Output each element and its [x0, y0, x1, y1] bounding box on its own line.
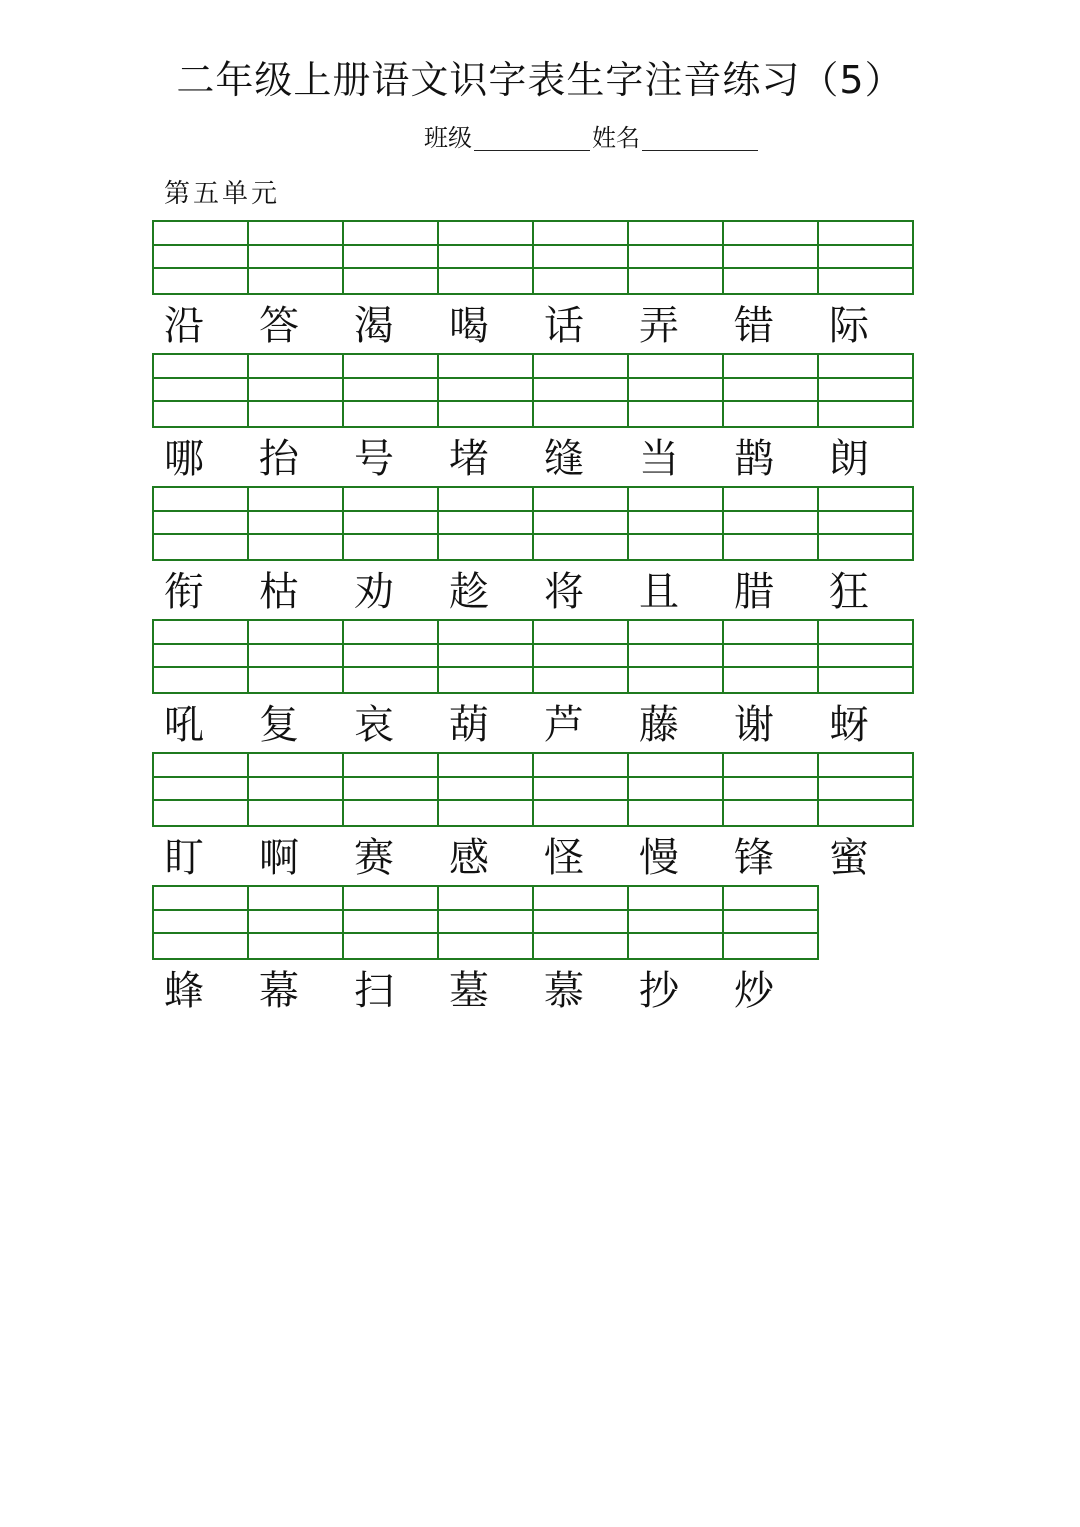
chinese-character: 蜜: [829, 835, 869, 881]
chinese-character: 感: [449, 835, 489, 881]
pinyin-writing-cell[interactable]: [722, 353, 819, 428]
chinese-character: 喝: [449, 303, 489, 349]
pinyin-writing-cell[interactable]: [627, 353, 724, 428]
chinese-character: 缝: [544, 436, 584, 482]
pinyin-writing-cell[interactable]: [817, 353, 914, 428]
chinese-character: 慢: [639, 835, 679, 881]
pinyin-writing-cell[interactable]: [342, 486, 439, 561]
chinese-character: 墓: [449, 968, 489, 1014]
pinyin-writing-cell[interactable]: [247, 752, 344, 827]
pinyin-writing-cell[interactable]: [152, 619, 249, 694]
pinyin-writing-cell[interactable]: [152, 752, 249, 827]
chinese-character: 葫: [449, 702, 489, 748]
chinese-character: 朗: [829, 436, 869, 482]
pinyin-writing-cell[interactable]: [817, 220, 914, 295]
pinyin-writing-cell[interactable]: [627, 752, 724, 827]
pinyin-writing-cell[interactable]: [152, 486, 249, 561]
chinese-character: 弄: [639, 303, 679, 349]
practice-row: [152, 752, 912, 885]
pinyin-writing-cell[interactable]: [152, 353, 249, 428]
pinyin-writing-cell[interactable]: [532, 353, 629, 428]
pinyin-writing-cell[interactable]: [247, 486, 344, 561]
worksheet-title: 二年级上册语文识字表生字注音练习（5）: [176, 58, 904, 102]
chinese-character: 沿: [164, 303, 204, 349]
chinese-character: 吼: [164, 702, 204, 748]
chinese-character: 芦: [544, 702, 584, 748]
chinese-character: 谢: [734, 702, 774, 748]
pinyin-writing-cell[interactable]: [722, 885, 819, 960]
pinyin-writing-cell[interactable]: [722, 486, 819, 561]
pinyin-writing-cell[interactable]: [817, 619, 914, 694]
chinese-character: 号: [354, 436, 394, 482]
chinese-character: 赛: [354, 835, 394, 881]
pinyin-writing-cell[interactable]: [437, 619, 534, 694]
chinese-character: 蚜: [829, 702, 869, 748]
name-blank[interactable]: [642, 120, 758, 151]
chinese-character: 枯: [259, 569, 299, 615]
chinese-character: 腊: [734, 569, 774, 615]
chinese-character: 衔: [164, 569, 204, 615]
pinyin-writing-cell[interactable]: [437, 885, 534, 960]
character-row: [152, 432, 912, 486]
unit-label: 第五单元: [164, 179, 281, 209]
chinese-character: 际: [829, 303, 869, 349]
pinyin-writing-cell[interactable]: [532, 885, 629, 960]
pinyin-writing-cell[interactable]: [722, 619, 819, 694]
pinyin-grid: [152, 885, 817, 960]
character-row: [152, 299, 912, 353]
chinese-character: 幕: [259, 968, 299, 1014]
pinyin-writing-cell[interactable]: [342, 220, 439, 295]
character-row: [152, 831, 912, 885]
chinese-character: 鹊: [734, 436, 774, 482]
character-row: [152, 964, 817, 1018]
pinyin-writing-cell[interactable]: [627, 885, 724, 960]
pinyin-writing-cell[interactable]: [532, 752, 629, 827]
chinese-character: 狂: [829, 569, 869, 615]
chinese-character: 蜂: [164, 968, 204, 1014]
pinyin-writing-cell[interactable]: [152, 885, 249, 960]
chinese-character: 哀: [354, 702, 394, 748]
class-label: 班级: [424, 124, 472, 152]
practice-row: [152, 486, 912, 619]
chinese-character: 当: [639, 436, 679, 482]
pinyin-writing-cell[interactable]: [532, 619, 629, 694]
practice-row: [152, 885, 817, 1018]
chinese-character: 怪: [544, 835, 584, 881]
name-label: 姓名: [592, 124, 640, 152]
chinese-character: 炒: [734, 968, 774, 1014]
pinyin-writing-cell[interactable]: [437, 486, 534, 561]
chinese-character: 将: [544, 569, 584, 615]
pinyin-writing-cell[interactable]: [247, 220, 344, 295]
pinyin-writing-cell[interactable]: [437, 752, 534, 827]
pinyin-writing-cell[interactable]: [342, 885, 439, 960]
character-row: [152, 698, 912, 752]
chinese-character: 藤: [639, 702, 679, 748]
pinyin-grid: [152, 619, 912, 694]
pinyin-writing-cell[interactable]: [437, 220, 534, 295]
pinyin-grid: [152, 220, 912, 295]
chinese-character: 渴: [354, 303, 394, 349]
pinyin-writing-cell[interactable]: [627, 486, 724, 561]
pinyin-writing-cell[interactable]: [532, 220, 629, 295]
pinyin-writing-cell[interactable]: [627, 220, 724, 295]
pinyin-writing-cell[interactable]: [247, 885, 344, 960]
chinese-character: 哪: [164, 436, 204, 482]
chinese-character: 劝: [354, 569, 394, 615]
chinese-character: 堵: [449, 436, 489, 482]
chinese-character: 抬: [259, 436, 299, 482]
chinese-character: 错: [734, 303, 774, 349]
pinyin-writing-cell[interactable]: [817, 486, 914, 561]
chinese-character: 复: [259, 702, 299, 748]
pinyin-writing-cell[interactable]: [722, 220, 819, 295]
pinyin-writing-cell[interactable]: [722, 752, 819, 827]
practice-row: [152, 220, 912, 353]
pinyin-writing-cell[interactable]: [532, 486, 629, 561]
chinese-character: 趁: [449, 569, 489, 615]
character-row: [152, 565, 912, 619]
chinese-character: 啊: [259, 835, 299, 881]
class-blank[interactable]: [474, 120, 590, 151]
pinyin-writing-cell[interactable]: [152, 220, 249, 295]
pinyin-writing-cell[interactable]: [247, 619, 344, 694]
chinese-character: 盯: [164, 835, 204, 881]
chinese-character: 扫: [354, 968, 394, 1014]
chinese-character: 话: [544, 303, 584, 349]
pinyin-writing-cell[interactable]: [342, 619, 439, 694]
chinese-character: 抄: [639, 968, 679, 1014]
pinyin-writing-cell[interactable]: [247, 353, 344, 428]
chinese-character: 锋: [734, 835, 774, 881]
pinyin-writing-cell[interactable]: [437, 353, 534, 428]
chinese-character: 且: [639, 569, 679, 615]
chinese-character: 答: [259, 303, 299, 349]
pinyin-grid: [152, 752, 912, 827]
pinyin-grid: [152, 486, 912, 561]
practice-row: [152, 619, 912, 752]
student-info: [424, 118, 760, 158]
pinyin-writing-cell[interactable]: [817, 752, 914, 827]
pinyin-writing-cell[interactable]: [627, 619, 724, 694]
pinyin-writing-cell[interactable]: [342, 353, 439, 428]
pinyin-grid: [152, 353, 912, 428]
practice-row: [152, 353, 912, 486]
pinyin-writing-cell[interactable]: [342, 752, 439, 827]
chinese-character: 慕: [544, 968, 584, 1014]
